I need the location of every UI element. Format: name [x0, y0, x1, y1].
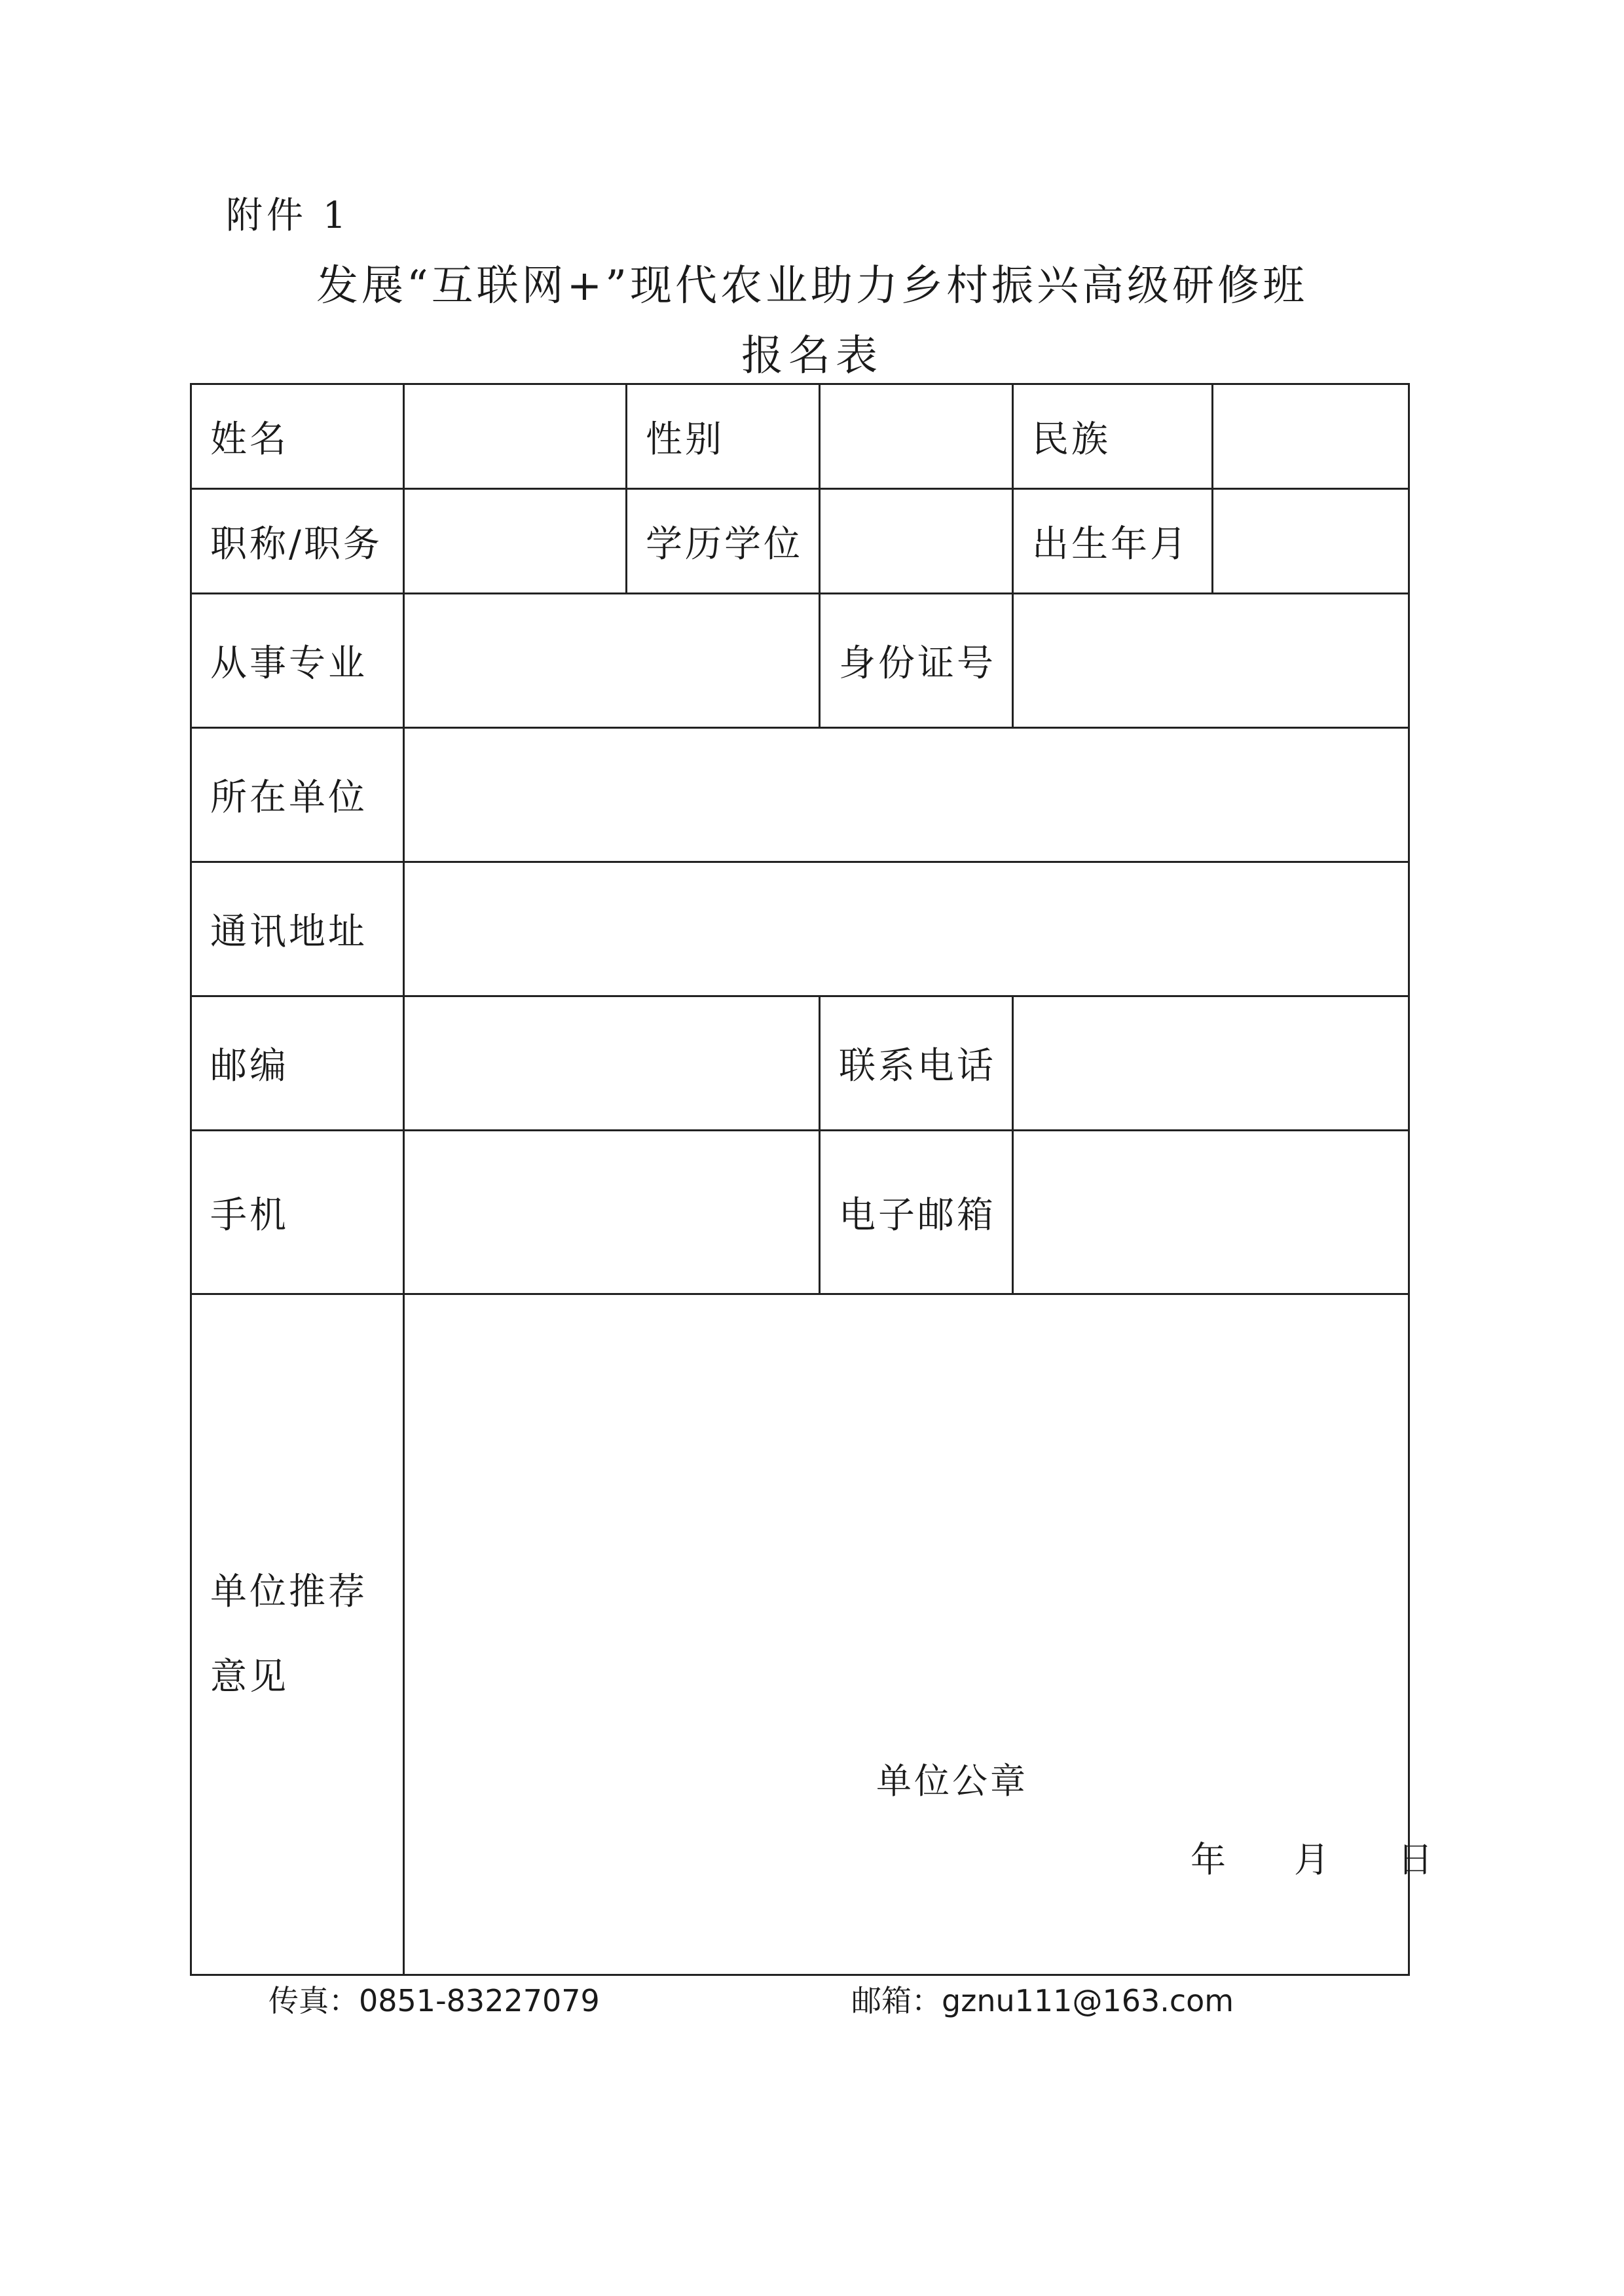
page-subtitle: 报名表 [741, 332, 883, 380]
ethnicity-label: 民族 [1013, 384, 1213, 489]
table-row [191, 1294, 1409, 1975]
title-position-field[interactable] [404, 489, 627, 594]
table-row [191, 728, 1409, 862]
employer-field[interactable] [404, 728, 1409, 862]
date-year: 年 [1190, 1839, 1228, 1880]
education-label: 学历学位 [627, 489, 820, 594]
date-month: 月 [1294, 1839, 1332, 1880]
postcode-label: 邮编 [191, 996, 404, 1131]
title-position-label: 职称/职务 [191, 489, 404, 594]
table-row [191, 1131, 1409, 1294]
id-label: 身份证号 [820, 594, 1013, 728]
address-label: 通讯地址 [191, 862, 404, 996]
id-field[interactable] [1013, 594, 1409, 728]
recommendation-label-line2: 意见 [210, 1655, 289, 1698]
birth-label: 出生年月 [1013, 489, 1213, 594]
table-row [191, 862, 1409, 996]
ethnicity-field[interactable] [1213, 384, 1409, 489]
table-row [191, 489, 1409, 594]
seal-label: 单位公章 [876, 1760, 1028, 1802]
attachment-label: 附件 1 [226, 194, 350, 237]
phone-label: 联系电话 [820, 996, 1013, 1131]
email-label: 电子邮箱 [820, 1131, 1013, 1294]
name-field[interactable] [404, 384, 627, 489]
page-title: 发展“互联网+”现代农业助力乡村振兴高级研修班 [316, 262, 1308, 310]
major-field[interactable] [404, 594, 820, 728]
fax-info: 传真：0851-83227079 [268, 1983, 600, 2018]
email-field[interactable] [1013, 1131, 1409, 1294]
mobile-label: 手机 [191, 1131, 404, 1294]
date-day: 日 [1397, 1839, 1435, 1880]
address-field[interactable] [404, 862, 1409, 996]
mobile-field[interactable] [404, 1131, 820, 1294]
registration-table [190, 383, 1435, 1976]
gender-label: 性别 [627, 384, 820, 489]
table-row [191, 384, 1409, 489]
name-label: 姓名 [191, 384, 404, 489]
email-info: 邮箱：gznu111@163.com [851, 1983, 1234, 2018]
postcode-field[interactable] [404, 996, 820, 1131]
table-row [191, 594, 1409, 728]
birth-field[interactable] [1213, 489, 1409, 594]
major-label: 从事专业 [191, 594, 404, 728]
recommendation-field[interactable] [404, 1294, 1435, 1975]
date-line [1190, 1832, 1435, 1882]
employer-label: 所在单位 [191, 728, 404, 862]
recommendation-label-line1: 单位推荐 [210, 1570, 367, 1613]
education-field[interactable] [820, 489, 1013, 594]
recommendation-label [191, 1294, 404, 1975]
table-row [191, 996, 1409, 1131]
phone-field[interactable] [1013, 996, 1409, 1131]
gender-field[interactable] [820, 384, 1013, 489]
